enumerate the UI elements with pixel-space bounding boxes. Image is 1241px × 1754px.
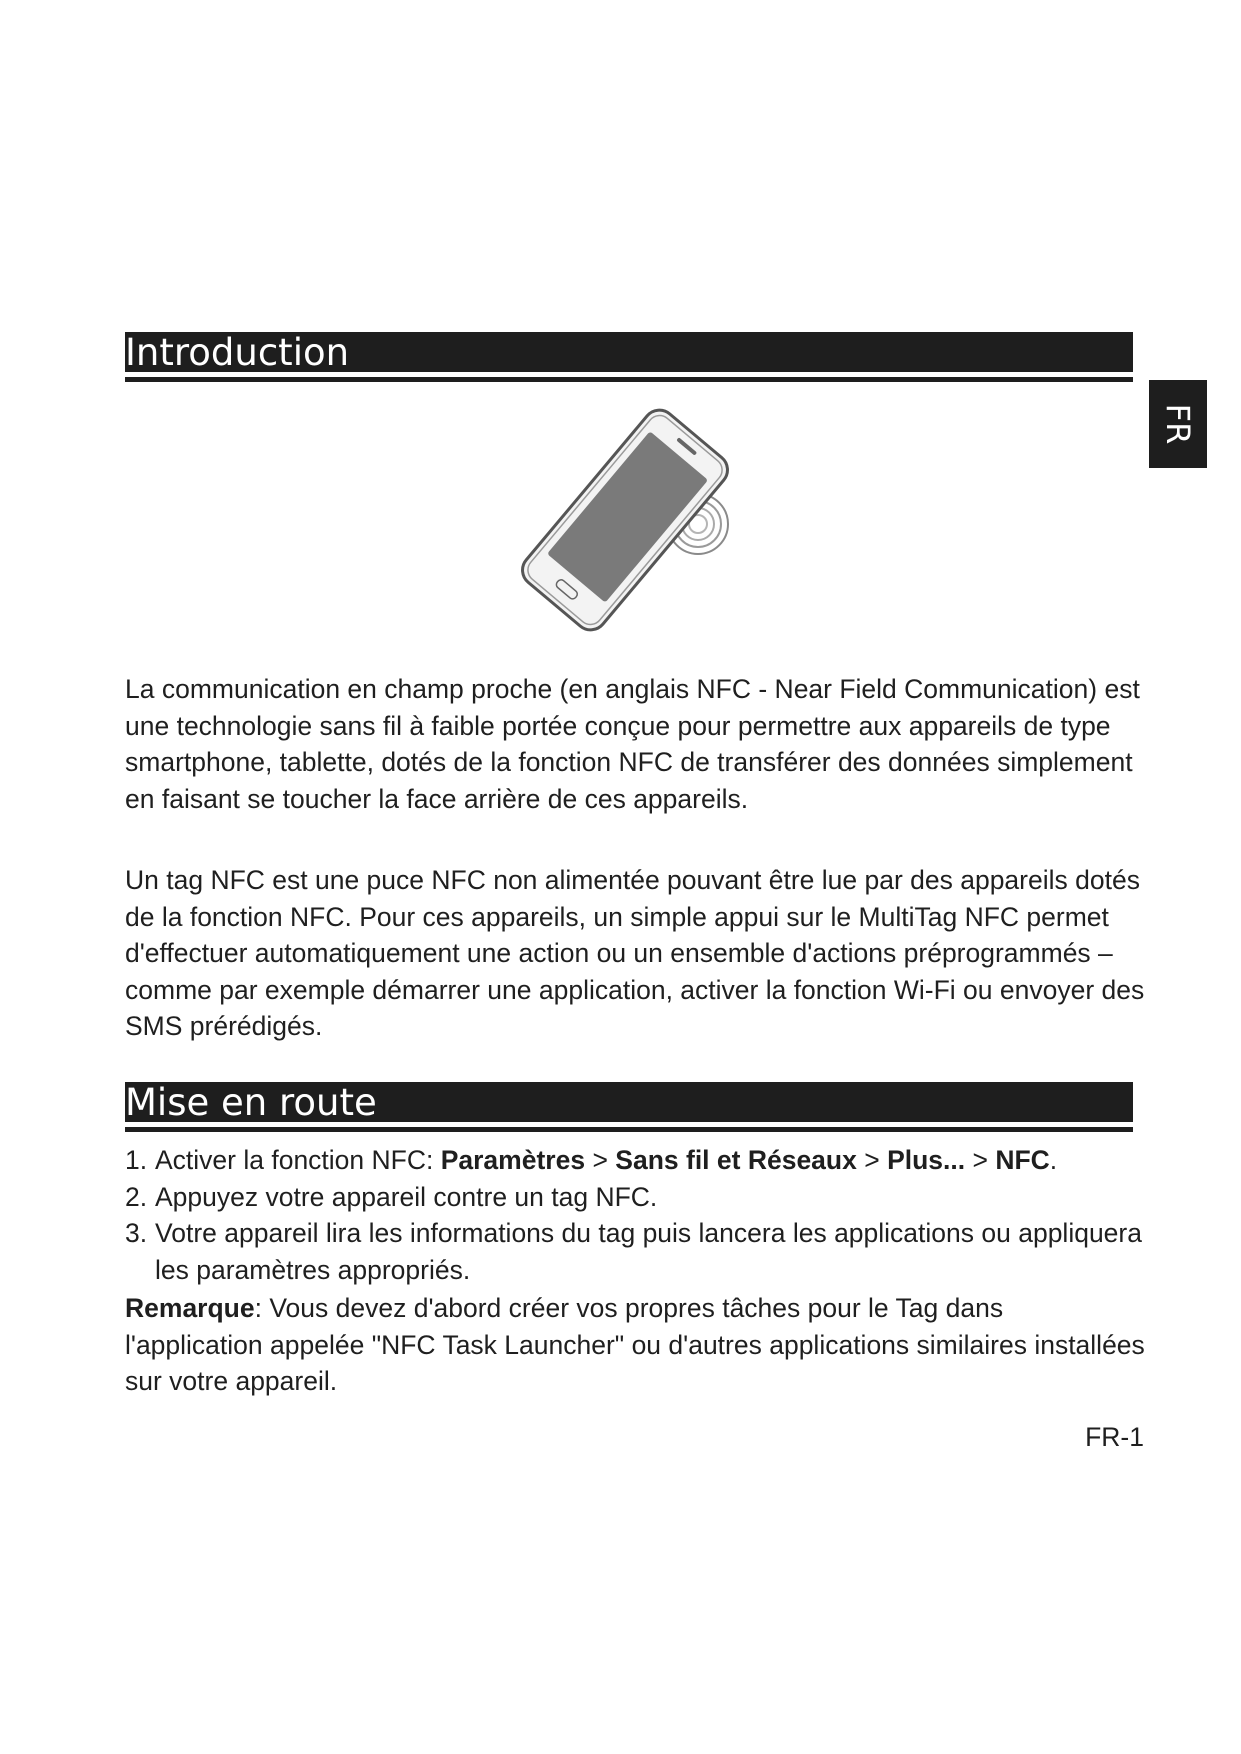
- language-tab: [1149, 380, 1207, 468]
- note-text: : Vous devez d'abord créer vos propres tâches pour le Tag dans l'application appelée "NFC Task Launcher" ou d'autres applications similaires installées sur votre appareil.: [125, 1293, 1145, 1396]
- path-separator: >: [856, 1145, 888, 1175]
- settings-path-item: Paramètres: [440, 1145, 586, 1175]
- path-separator: >: [965, 1145, 996, 1175]
- introduction-paragraph-nfc-definition: La communication en champ proche (en anglais NFC - Near Field Communication) est une technologie sans fil à faible portée conçue pour permettre aux appareils de type smartphone, tablette, dotés de la fonction NFC de transférer des données simplement en faisant se toucher la face arrière de ces appareils.: [125, 674, 1140, 814]
- getting-started-heading-rule: [125, 1127, 1133, 1132]
- step-number: 3.: [125, 1218, 148, 1248]
- introduction-heading-rule: [125, 377, 1133, 382]
- step-text: Votre appareil lira les informations du tag puis lancera les applications ou appliquera les paramètres appropriés.: [155, 1218, 1142, 1285]
- getting-started-heading-bar: [125, 1082, 1133, 1122]
- step-item: [125, 1179, 1145, 1216]
- settings-path-item: Plus...: [887, 1145, 966, 1175]
- step-text: Appuyez votre appareil contre un tag NFC.: [155, 1181, 658, 1212]
- settings-path-item: NFC: [995, 1145, 1050, 1175]
- language-tab-label: FR: [1159, 403, 1197, 445]
- introduction-paragraph-nfc-tag: Un tag NFC est une puce NFC non alimentée pouvant être lue par des appareils dotés de la fonction NFC. Pour ces appareils, un simple appui sur le MultiTag NFC permet d'effectuer automatiquement une action ou un ensemble d'actions préprogrammés – comme par exemple démarrer une application, activer la fonction Wi-Fi ou envoyer des SMS prérédigés.: [125, 865, 1145, 1041]
- page-number: FR-1: [1085, 1422, 1144, 1452]
- step-item: [125, 1215, 1145, 1288]
- introduction-heading: Introduction: [125, 331, 350, 374]
- step-number: 2.: [125, 1181, 148, 1212]
- step-item: [125, 1142, 1145, 1179]
- settings-path-item: Sans fil et Réseaux: [615, 1145, 857, 1175]
- step-suffix: .: [1049, 1145, 1058, 1175]
- getting-started-heading: Mise en route: [125, 1081, 377, 1124]
- step-number: 1.: [125, 1145, 148, 1175]
- path-separator: >: [585, 1145, 616, 1175]
- note-label: Remarque: [125, 1293, 255, 1323]
- getting-started-steps: [125, 1142, 1145, 1288]
- note-paragraph: [125, 1290, 1145, 1400]
- introduction-heading-bar: [125, 332, 1133, 372]
- step-text: Activer la fonction NFC:: [155, 1145, 441, 1175]
- phone-nfc-tag-illustration: [500, 400, 750, 640]
